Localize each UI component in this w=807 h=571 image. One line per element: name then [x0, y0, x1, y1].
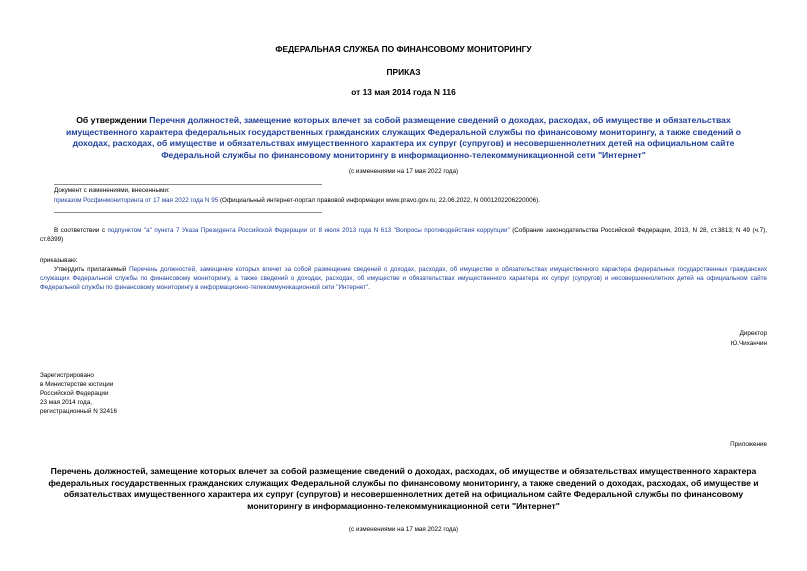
title-link[interactable]: Перечня должностей, замещение которых влечет за собой размещение сведений о доходах, расходах, об имуществе и обязательствах имущественного характера федеральных государственных гражданских служащих Федеральной службы по финансовому мониторингу, а также сведений о доходах, расходах, об имуществе и обязательствах имущественного характера их супруг (супругов) и несовершеннолетних детей на официальном сайте Федеральной службы по финансовому мониторингу в информационно-телекоммуникационной сети "Интернет" [65, 115, 742, 160]
agency-heading: ФЕДЕРАЛЬНАЯ СЛУЖБА ПО ФИНАНСОВОМУ МОНИТОРИНГУ [275, 44, 532, 54]
appendix-label: Приложение [730, 441, 767, 448]
basis-paragraph [40, 227, 767, 245]
order-suffix: . [368, 283, 370, 291]
title-prefix: Об утверждении [76, 115, 150, 125]
appendix-title: Перечень должностей, замещение которых влечет за собой размещение сведений о доходах, расходах, об имуществе и обязательствах имущественного характера федеральных государственных гражданских служащих Федеральной службы по финансовому мониторингу, а также сведений о доходах, расходах, об имуществе и обязательствах имущественного характера их супруг (супругов) и несовершеннолетних детей на официальном сайте Федеральной службы по финансовому мониторингу в информационно-телекоммуникационной сети "Интернет" [48, 466, 759, 511]
appendix-revision-note: (с изменениями на 17 мая 2022 года) [348, 526, 459, 533]
amendments-rest: (Официальный интернет-портал правовой информации www.pravo.gov.ru, 22.06.2022, N 0001202206220006). [218, 197, 540, 204]
order-link[interactable]: Перечень должностей, замещение которых влечет за собой размещение сведений о доходах, расходах, об имуществе и обязательствах имущественного характера федеральных государственных гражданских служащих Федеральной службы по финансовому мониторингу, а также сведений о доходах, расходах, об имуществе и обязательствах имущественного характера их супруг (супругов) и несовершеннолетних детей на официальном сайте Федеральной службы по финансовому мониторингу в информационно-телекоммуникационной сети "Интернет" [40, 266, 768, 291]
amendments-label: Документ с изменениями, внесенными: [54, 187, 170, 194]
registration-line: регистрационный N 32416 [40, 407, 118, 415]
registration-line: Российской Федерации [40, 389, 109, 397]
registration-block [40, 372, 340, 417]
registration-line: в Министерстве юстиции [40, 380, 114, 388]
basis-rest: (Собрание законодательства Российской Федерации, 2013, N 28, ст.3813; N 49 (ч.7), ст.6399) [40, 227, 767, 243]
signature-position: Директор [739, 330, 767, 337]
basis-prefix: В соответствии с [54, 227, 108, 234]
amendments-top-rule [54, 184, 322, 185]
date-number-heading: от 13 мая 2014 года N 116 [351, 87, 456, 97]
title-revision-note: (с изменениями на 17 мая 2022 года) [348, 168, 459, 175]
order-label: приказываю: [40, 257, 78, 264]
registration-line: Зарегистрировано [40, 372, 94, 379]
amendments-bottom-rule [54, 212, 322, 213]
signature-name: Ю.Чиханчин [730, 340, 767, 347]
doc-type-heading: ПРИКАЗ [386, 67, 421, 77]
amendments-text [54, 197, 767, 206]
order-paragraph [40, 266, 767, 293]
order-prefix: Утвердить прилагаемый [54, 266, 130, 273]
amendments-link[interactable]: приказом Росфинмониторинга от 17 мая 2022 года N 95 [54, 197, 219, 204]
registration-line: 23 мая 2014 года, [40, 398, 92, 406]
basis-link[interactable]: подпунктом "а" пункта 7 Указа Президента Российской Федерации от 8 июля 2013 года N 613 "Вопросы противодействия коррупции" [107, 227, 510, 234]
document-title [55, 115, 752, 161]
